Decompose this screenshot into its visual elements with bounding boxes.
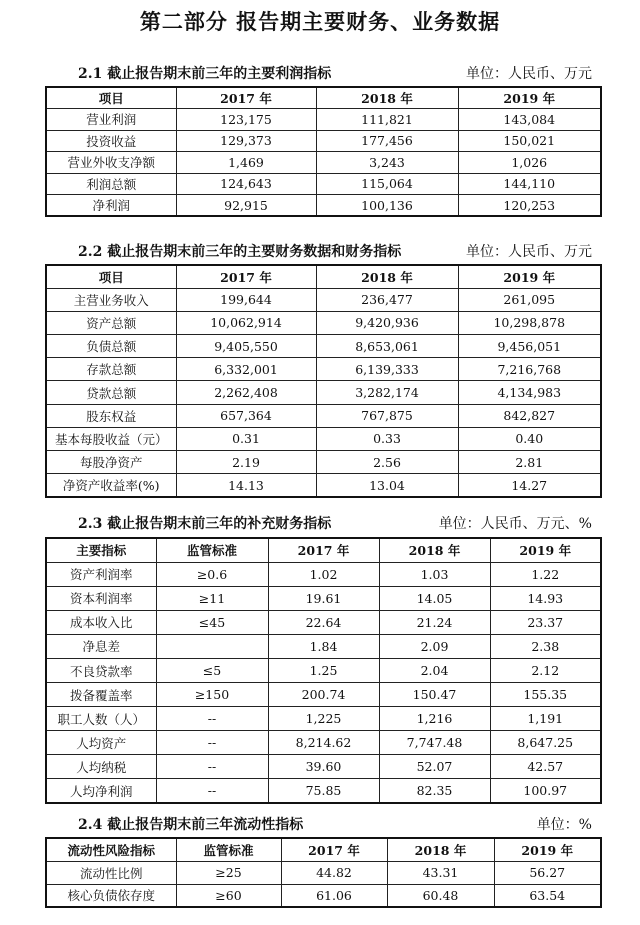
table-cell: 75.85	[268, 779, 379, 803]
table-row	[46, 427, 601, 450]
table-header-row	[46, 265, 601, 288]
row-label: 每股净资产	[46, 451, 176, 474]
table-row	[46, 404, 601, 427]
table-cell: 8,214.62	[268, 731, 379, 755]
row-label: 资产利润率	[46, 562, 156, 586]
table-cell: 63.54	[494, 884, 601, 907]
regulatory-standard-cell: ≥60	[176, 884, 281, 907]
row-label: 资产总额	[46, 311, 176, 334]
table-cell: 200.74	[268, 683, 379, 707]
row-label: 负债总额	[46, 335, 176, 358]
header-cell: 监管标准	[156, 538, 268, 562]
table-row	[46, 779, 601, 803]
header-cell: 2018 年	[387, 838, 494, 861]
table-row	[46, 884, 601, 907]
row-label: 主营业务收入	[46, 288, 176, 311]
table-cell: 9,420,936	[316, 311, 458, 334]
table-row	[46, 152, 601, 174]
row-label: 股东权益	[46, 404, 176, 427]
table-cell: 3,282,174	[316, 381, 458, 404]
table-cell: 1.25	[268, 658, 379, 682]
table-header-row	[46, 838, 601, 861]
table-cell: 2.38	[490, 634, 601, 658]
section-heading-2-1	[78, 63, 592, 85]
regulatory-standard-cell: ≤5	[156, 658, 268, 682]
section-title: 2.2 截止报告期末前三年的主要财务数据和财务指标	[78, 244, 402, 260]
table-cell: 2.19	[176, 451, 316, 474]
table-cell: 150,021	[458, 130, 601, 152]
row-label: 营业利润	[46, 109, 176, 131]
row-label: 净资产收益率(%)	[46, 474, 176, 497]
table-cell: 7,747.48	[379, 731, 490, 755]
row-label: 贷款总额	[46, 381, 176, 404]
table-cell: 14.13	[176, 474, 316, 497]
row-label: 投资收益	[46, 130, 176, 152]
table-row	[46, 586, 601, 610]
row-label: 利润总额	[46, 173, 176, 195]
table-cell: 4,134,983	[458, 381, 601, 404]
table-row	[46, 335, 601, 358]
regulatory-standard-cell: ≥25	[176, 861, 281, 884]
table-cell: 6,139,333	[316, 358, 458, 381]
header-cell: 2018 年	[316, 265, 458, 288]
table-row	[46, 731, 601, 755]
table-row	[46, 658, 601, 682]
section-heading-2-4	[78, 814, 592, 836]
header-cell: 2018 年	[379, 538, 490, 562]
table-cell: 100.97	[490, 779, 601, 803]
table-row	[46, 288, 601, 311]
table-cell: 7,216,768	[458, 358, 601, 381]
table-cell: 43.31	[387, 861, 494, 884]
table-row	[46, 634, 601, 658]
table-cell: 19.61	[268, 586, 379, 610]
row-label: 拨备覆盖率	[46, 683, 156, 707]
financial-data-table	[45, 264, 602, 498]
table-cell: 14.27	[458, 474, 601, 497]
table-header-row	[46, 538, 601, 562]
row-label: 人均纳税	[46, 755, 156, 779]
liquidity-indicators-table	[45, 837, 602, 908]
row-label: 核心负债依存度	[46, 884, 176, 907]
page-title: 第二部分 报告期主要财务、业务数据	[139, 9, 501, 34]
table-row	[46, 562, 601, 586]
table-cell: 144,110	[458, 173, 601, 195]
table-row	[46, 610, 601, 634]
table-row	[46, 173, 601, 195]
unit-label: 单位：人民币、万元、%	[438, 516, 592, 532]
table-cell: 155.35	[490, 683, 601, 707]
header-cell: 2019 年	[458, 87, 601, 109]
table-cell: 199,644	[176, 288, 316, 311]
table-cell: 1,216	[379, 707, 490, 731]
regulatory-standard-cell: --	[156, 731, 268, 755]
row-label: 营业外收支净额	[46, 152, 176, 174]
header-cell: 2018 年	[316, 87, 458, 109]
table-row	[46, 358, 601, 381]
table-row	[46, 755, 601, 779]
table-cell: 120,253	[458, 195, 601, 217]
row-label: 不良贷款率	[46, 658, 156, 682]
table-cell: 1.02	[268, 562, 379, 586]
table-cell: 115,064	[316, 173, 458, 195]
table-cell: 92,915	[176, 195, 316, 217]
table-row	[46, 311, 601, 334]
header-cell: 监管标准	[176, 838, 281, 861]
table-cell: 657,364	[176, 404, 316, 427]
section-title: 2.3 截止报告期末前三年的补充财务指标	[78, 516, 332, 532]
row-label: 人均净利润	[46, 779, 156, 803]
header-cell: 主要指标	[46, 538, 156, 562]
row-label: 净息差	[46, 634, 156, 658]
supplementary-indicators-table	[45, 537, 602, 804]
header-cell: 流动性风险指标	[46, 838, 176, 861]
unit-label: 单位：人民币、万元	[466, 66, 592, 82]
table-cell: 236,477	[316, 288, 458, 311]
regulatory-standard-cell: --	[156, 755, 268, 779]
table-row	[46, 861, 601, 884]
regulatory-standard-cell: ≥150	[156, 683, 268, 707]
row-label: 资本利润率	[46, 586, 156, 610]
header-cell: 2017 年	[281, 838, 387, 861]
table-cell: 14.93	[490, 586, 601, 610]
table-cell: 2.04	[379, 658, 490, 682]
table-cell: 60.48	[387, 884, 494, 907]
table-cell: 13.04	[316, 474, 458, 497]
table-cell: 21.24	[379, 610, 490, 634]
table-cell: 0.31	[176, 427, 316, 450]
table-cell: 56.27	[494, 861, 601, 884]
table-cell: 39.60	[268, 755, 379, 779]
table-row	[46, 474, 601, 497]
table-cell: 9,405,550	[176, 335, 316, 358]
header-cell: 2019 年	[458, 265, 601, 288]
table-row	[46, 381, 601, 404]
table-row	[46, 195, 601, 217]
table-cell: 82.35	[379, 779, 490, 803]
table-cell: 767,875	[316, 404, 458, 427]
table-cell: 2,262,408	[176, 381, 316, 404]
header-cell: 2017 年	[268, 538, 379, 562]
table-cell: 23.37	[490, 610, 601, 634]
table-cell: 61.06	[281, 884, 387, 907]
table-cell: 2.56	[316, 451, 458, 474]
table-cell: 3,243	[316, 152, 458, 174]
row-label: 职工人数（人）	[46, 707, 156, 731]
header-cell: 2019 年	[494, 838, 601, 861]
table-row	[46, 109, 601, 131]
table-cell: 42.57	[490, 755, 601, 779]
table-cell: 129,373	[176, 130, 316, 152]
table-cell: 2.12	[490, 658, 601, 682]
section-title: 2.1 截止报告期末前三年的主要利润指标	[78, 66, 332, 82]
table-cell: 1,191	[490, 707, 601, 731]
table-cell: 6,332,001	[176, 358, 316, 381]
table-cell: 2.81	[458, 451, 601, 474]
table-cell: 8,647.25	[490, 731, 601, 755]
table-cell: 100,136	[316, 195, 458, 217]
regulatory-standard-cell: --	[156, 707, 268, 731]
table-cell: 10,062,914	[176, 311, 316, 334]
table-cell: 44.82	[281, 861, 387, 884]
regulatory-standard-cell: ≤45	[156, 610, 268, 634]
table-cell: 1,469	[176, 152, 316, 174]
table-row	[46, 451, 601, 474]
regulatory-standard-cell	[156, 634, 268, 658]
row-label: 成本收入比	[46, 610, 156, 634]
regulatory-standard-cell: ≥0.6	[156, 562, 268, 586]
section-heading-2-3	[78, 513, 592, 535]
table-cell: 9,456,051	[458, 335, 601, 358]
table-cell: 150.47	[379, 683, 490, 707]
table-cell: 52.07	[379, 755, 490, 779]
regulatory-standard-cell: --	[156, 779, 268, 803]
table-cell: 143,084	[458, 109, 601, 131]
row-label: 存款总额	[46, 358, 176, 381]
row-label: 净利润	[46, 195, 176, 217]
header-cell: 2019 年	[490, 538, 601, 562]
header-cell: 项目	[46, 87, 176, 109]
table-cell: 14.05	[379, 586, 490, 610]
table-cell: 842,827	[458, 404, 601, 427]
table-cell: 1,225	[268, 707, 379, 731]
header-cell: 项目	[46, 265, 176, 288]
table-cell: 22.64	[268, 610, 379, 634]
table-cell: 0.33	[316, 427, 458, 450]
table-cell: 111,821	[316, 109, 458, 131]
row-label: 流动性比例	[46, 861, 176, 884]
table-cell: 10,298,878	[458, 311, 601, 334]
section-heading-2-2	[78, 241, 592, 263]
table-cell: 123,175	[176, 109, 316, 131]
table-row	[46, 130, 601, 152]
table-cell: 8,653,061	[316, 335, 458, 358]
header-cell: 2017 年	[176, 87, 316, 109]
regulatory-standard-cell: ≥11	[156, 586, 268, 610]
table-cell: 1.84	[268, 634, 379, 658]
unit-label: 单位：人民币、万元	[466, 244, 592, 260]
unit-label: 单位：%	[536, 817, 592, 833]
row-label: 基本每股收益（元）	[46, 427, 176, 450]
table-cell: 124,643	[176, 173, 316, 195]
table-cell: 1.22	[490, 562, 601, 586]
row-label: 人均资产	[46, 731, 156, 755]
table-row	[46, 683, 601, 707]
table-cell: 2.09	[379, 634, 490, 658]
table-row	[46, 707, 601, 731]
table-cell: 261,095	[458, 288, 601, 311]
header-cell: 2017 年	[176, 265, 316, 288]
table-cell: 0.40	[458, 427, 601, 450]
table-cell: 1,026	[458, 152, 601, 174]
profit-indicators-table	[45, 86, 602, 217]
table-header-row	[46, 87, 601, 109]
section-title: 2.4 截止报告期末前三年流动性指标	[78, 817, 304, 833]
table-cell: 177,456	[316, 130, 458, 152]
table-cell: 1.03	[379, 562, 490, 586]
